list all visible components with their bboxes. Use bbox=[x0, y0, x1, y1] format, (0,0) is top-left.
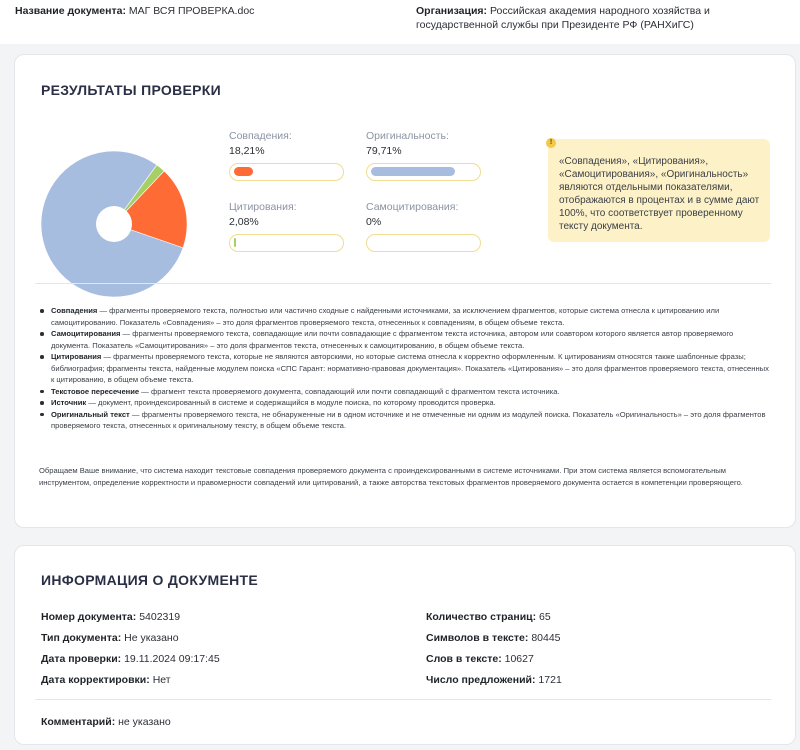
definition-term: Цитирования bbox=[51, 352, 102, 361]
words-value: 10627 bbox=[504, 653, 534, 665]
doc-number-row bbox=[41, 610, 180, 624]
pie-center-hole bbox=[96, 206, 132, 242]
pages-value: 65 bbox=[539, 611, 551, 623]
metric-originality-label: Оригинальность: bbox=[366, 130, 449, 142]
definition-text: — фрагменты проверяемого текста, не обнаруженные ни в одном источнике и не отмеченные ни одним из модулей поиска. Показатель «Оригинальность» – это доля фрагментов проверяемого текста, отнесенных к оригинальному тексту, в общем объеме текста. bbox=[51, 409, 766, 430]
sentences-label: Число предложений: bbox=[426, 674, 536, 686]
sentences-value: 1721 bbox=[538, 674, 562, 686]
definition-term: Текстовое пересечение bbox=[51, 386, 140, 396]
doc-type-row bbox=[41, 631, 179, 645]
percent-hint-text: «Совпадения», «Цитирования», «Самоцитирования», «Оригинальность» являются отдельными показателями, отображаются в процентах и в сумме дают 100%, что соответствует проверенному тексту документа. bbox=[559, 156, 760, 232]
definition-term: Самоцитирования bbox=[51, 329, 121, 338]
organization-label: Организация: bbox=[416, 5, 488, 17]
definition-item bbox=[39, 397, 769, 409]
doc-type-value: Не указано bbox=[124, 632, 179, 644]
results-title: РЕЗУЛЬТАТЫ ПРОВЕРКИ bbox=[41, 82, 221, 98]
metric-self-citations bbox=[366, 201, 458, 229]
definition-item bbox=[39, 305, 769, 328]
pages-label: Количество страниц: bbox=[426, 611, 537, 623]
metric-citations-value: 2,08% bbox=[229, 216, 259, 228]
definitions-list bbox=[39, 305, 769, 432]
comment-value: не указано bbox=[118, 716, 171, 728]
citations-progress-fill bbox=[234, 238, 236, 247]
organization bbox=[416, 4, 746, 32]
self-citations-progress-bar bbox=[366, 234, 481, 252]
metric-originality-value: 79,71% bbox=[366, 145, 402, 157]
percent-hint-box bbox=[548, 139, 770, 242]
matches-progress-bar bbox=[229, 163, 344, 181]
definition-text: — документ, проиндексированный в системе и содержащийся в модуле поиска, по которому проводится проверка. bbox=[86, 398, 496, 407]
metric-matches-label: Совпадения: bbox=[229, 130, 292, 142]
chars-row bbox=[426, 631, 561, 645]
document-name-label: Название документа: bbox=[15, 5, 126, 17]
check-date-label: Дата проверки: bbox=[41, 653, 122, 665]
definition-term: Совпадения bbox=[51, 306, 98, 315]
definition-item bbox=[39, 328, 769, 351]
sentences-row bbox=[426, 673, 562, 687]
definition-text: — фрагменты проверяемого текста, полностью или частично сходные с найденными источниками, за исключением фрагментов, которые система отнесла к цитированию или самоцитированию. Показатель «Совпадения» – это доля фрагментов проверяемого текста, отнесенных к совпадениям, в общем объеме текста. bbox=[51, 306, 720, 327]
document-name-value: МАГ ВСЯ ПРОВЕРКА.doc bbox=[128, 5, 255, 17]
chars-value: 80445 bbox=[531, 632, 561, 644]
definition-item bbox=[39, 351, 769, 386]
correction-date-row bbox=[41, 673, 171, 687]
definition-item bbox=[39, 386, 769, 398]
metric-self-citations-label: Самоцитирования: bbox=[366, 201, 459, 213]
organization-value: Российская академия народного хозяйства и государственной службы при Президенте РФ (РАНХиГС) bbox=[416, 5, 710, 31]
check-date-row bbox=[41, 652, 220, 666]
correction-date-label: Дата корректировки: bbox=[41, 674, 150, 686]
definition-text: — фрагмент текста проверяемого документа, совпадающий или почти совпадающий с фрагментом текста источника. bbox=[139, 386, 560, 396]
report-header bbox=[0, 0, 800, 44]
metric-citations bbox=[229, 201, 297, 229]
citations-progress-bar bbox=[229, 234, 344, 252]
definition-term: Источник bbox=[51, 398, 87, 407]
comment-label: Комментарий: bbox=[41, 716, 116, 728]
originality-progress-bar bbox=[366, 163, 481, 181]
info-icon: ! bbox=[546, 138, 556, 148]
comment-row bbox=[41, 715, 171, 729]
pages-row bbox=[426, 610, 551, 624]
words-label: Слов в тексте: bbox=[426, 653, 502, 665]
metric-self-citations-value: 0% bbox=[366, 216, 382, 228]
metric-originality bbox=[366, 130, 449, 158]
definition-text: — фрагменты проверяемого текста, совпадающие или почти совпадающие с фрагментом текста источника, автором или соавтором которого является автор проверяемого документа. Показатель «Самоцитирования» – это доля фрагментов текста, отнесенных к самоцитированию, в общем объеме текста. bbox=[51, 329, 734, 350]
correction-date-value: Нет bbox=[152, 674, 171, 686]
definition-text: — фрагменты проверяемого текста, которые не являются авторскими, но которые система отнесла к корректно оформленным. К цитированиям относятся также шаблонные фразы; библиография; фрагменты текста, найденные модулем поиска «СПС Гарант: нормативно-правовая документация». Показатель «Цитирования» – это доля фрагментов проверяемого текста, отнесенных к цитированию, в общем объеме текста. bbox=[51, 352, 769, 384]
document-name bbox=[15, 4, 254, 18]
results-card bbox=[14, 54, 796, 528]
info-divider bbox=[35, 699, 771, 700]
system-notice: Обращаем Ваше внимание, что система находит текстовые совпадения проверяемого документа с проиндексированными в системе источниками. При этом система является вспомогательным инструментом, определение корректности и правомерности совпадений или цитирований, а также авторства текстовых фрагментов проверяемого документа остается в компетенции проверяющего. bbox=[39, 466, 743, 487]
doc-type-label: Тип документа: bbox=[41, 632, 122, 644]
metric-matches bbox=[229, 130, 292, 158]
words-row bbox=[426, 652, 534, 666]
chars-label: Символов в тексте: bbox=[426, 632, 529, 644]
definition-item bbox=[39, 409, 769, 432]
doc-number-value: 5402319 bbox=[139, 611, 181, 623]
metric-matches-value: 18,21% bbox=[229, 145, 265, 157]
results-divider bbox=[35, 283, 771, 284]
originality-progress-fill bbox=[371, 167, 455, 176]
metric-citations-label: Цитирования: bbox=[229, 201, 297, 213]
doc-number-label: Номер документа: bbox=[41, 611, 137, 623]
document-info-title: ИНФОРМАЦИЯ О ДОКУМЕНТЕ bbox=[41, 572, 259, 588]
document-info-card bbox=[14, 545, 796, 745]
definition-term: Оригинальный текст bbox=[51, 409, 130, 419]
results-pie-chart bbox=[39, 149, 189, 299]
check-date-value: 19.11.2024 09:17:45 bbox=[124, 653, 220, 665]
matches-progress-fill bbox=[234, 167, 253, 176]
